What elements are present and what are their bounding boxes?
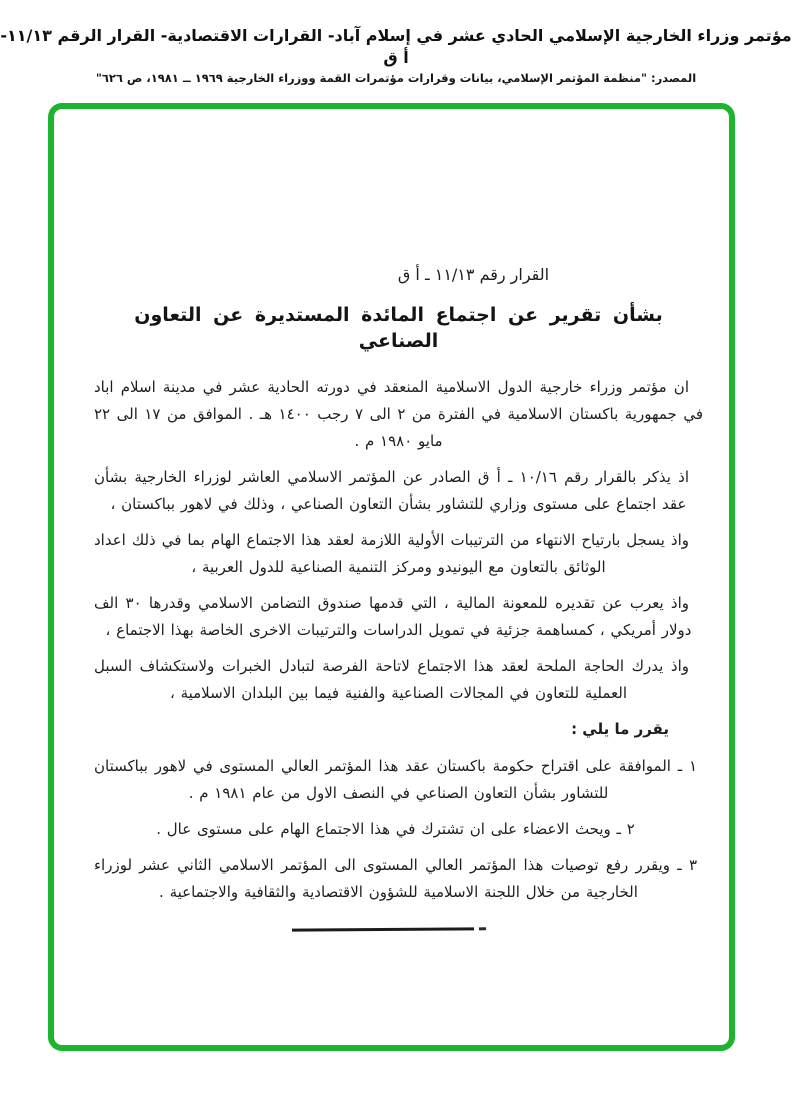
citation-title: مؤتمر وزراء الخارجية الإسلامي الحادي عشر في إسلام آباد- القرارات الاقتصادية- القرار الرقم ١١/١٣- أ ق [0,26,792,67]
resolution-number: القرار رقم ١١/١٣ ـ أ ق [397,265,550,284]
resolution-item-3: ٣ ـ ويقرر رفع توصيات هذا المؤتمر العالي المستوى الى المؤتمر الاسلامي الثاني عشر لوزراء الخارجية من خلال اللجنة الاسلامية للشؤون الاقتصادية والثقافية والاجتماعية . [94,856,697,901]
document-scan-frame [48,103,735,1051]
citation-header [0,0,792,85]
preamble-paragraph-4: واذ يعرب عن تقديره للمعونة المالية ، التي قدمها صندوق التضامن الاسلامي وقدرها ٣٠ الف دولار أمريكي ، كمساهمة جزئية في تمويل الدراسات والترتيبات الاخرى الخاصة بهذا الاجتماع ، [94,594,692,639]
preamble-paragraph-3: واذ يسجل بارتياح الانتهاء من الترتيبات الأولية اللازمة لعقد هذا الاجتماع الهام بما في ذلك اعداد الوثائق بالتعاون مع اليونيدو ومركز التنمية الصناعية للدول العربية ، [94,531,689,576]
resolution-document [54,109,729,931]
end-divider [291,927,473,931]
preamble-paragraph-5: واذ يدرك الحاجة الملحة لعقد هذا الاجتماع لاتاحة الفرصة لتبادل الخبرات ولاستكشاف السبل العملية للتعاون في المجالات الصناعية والفنية فيما بين البلدان الاسلامية ، [94,657,689,702]
citation-source: المصدر: "منظمة المؤتمر الإسلامي، بيانات وقرارات مؤتمرات القمة ووزراء الخارجية ١٩٦٩ ــ ١٩٨١، ص ٦٢٦" [95,71,697,86]
resolution-item-2: ٢ ـ ويحث الاعضاء على ان تشترك في هذا الاجتماع الهام على مستوى عال . [156,820,635,838]
decides-intro: يقرر ما يلي : [571,720,669,738]
preamble-paragraph-2: اذ يذكر بالقرار رقم ١٠/١٦ ـ أ ق الصادر عن المؤتمر الاسلامي العاشر لوزراء الخارجية بشأن عقد اجتماع على مستوى وزاري للتشاور بشأن التعاون الصناعي ، وذلك في لاهور بباكستان ، [94,468,689,513]
resolution-title: بشأن تقرير عن اجتماع المائدة المستديرة عن التعاون الصناعي [134,304,663,352]
preamble-paragraph-1: ان مؤتمر وزراء خارجية الدول الاسلامية المنعقد في دورته الحادية عشر في مدينة اسلام اباد في جمهورية باكستان الاسلامية في الفترة من ٢ الى ٧ رجب ١٤٠٠ هـ . الموافق من ١٧ الى ٢٢ مايو ١٩٨٠ م . [94,378,703,450]
resolution-item-1: ١ ـ الموافقة على اقتراح حكومة باكستان عقد هذا المؤتمر العالي المستوى في لاهور بباكستان للتشاور بشأن التعاون الصناعي في النصف الاول من عام ١٩٨١ م . [94,757,697,802]
